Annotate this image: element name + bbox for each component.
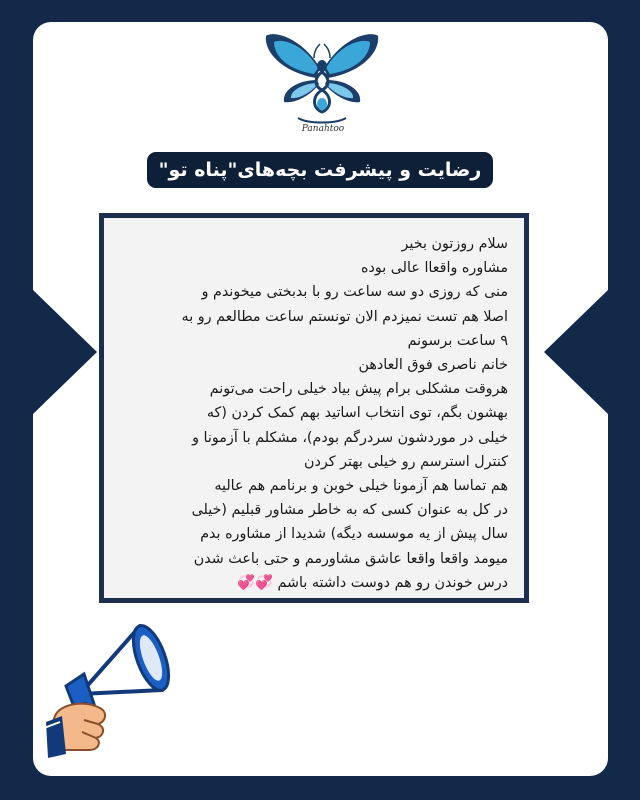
testimonial-line: میومد واقعا واقعا عاشق مشاورمم و حتی باعث شدن [193,550,508,567]
testimonial-line: سال پیش از یه موسسه دیگه) شدیدا از مشاوره بدم [200,526,508,543]
testimonial-line: هم تماسا هم آزمونا خیلی خوبن و برنامم هم عالیه [214,478,508,495]
brand-name: Panahtoo [301,124,345,134]
testimonial-line: بهشون بگم، توی انتخاب اساتید بهم کمک کردن (که [206,405,508,422]
hearts-emoji: 💞💞 [237,574,273,591]
testimonial-line: خیلی در موردشون سردرگم بودم)، مشکلم با آزمونا و [192,429,508,446]
page-title: رضایت و پیشرفت بچه‌های"پناه تو" [147,152,493,188]
testimonial-line: ۹ ساعت برسونم [407,332,508,349]
testimonial-line: هروقت مشکلی برام پیش بیاد خیلی راحت می‌تونم [209,381,508,398]
left-notch [33,290,97,414]
megaphone-icon [40,604,190,764]
testimonial-line: در کل به عنوان کسی که به خاطر مشاور قبلیم (خیلی [191,502,508,519]
testimonial-line: منی که روزی دو سه ساعت رو با بدبختی میخوندم و [201,284,508,301]
right-notch [544,290,608,414]
testimonial-line: اصلا هم تست نمیزدم الان تونستم ساعت مطالعم رو به [181,308,508,325]
testimonial-line: مشاوره واقعاا عالی بوده [360,260,508,277]
testimonial-last-text: درس خوندن رو هم دوست داشته باشم [277,574,508,591]
testimonial-line: خانم ناصری فوق العادهن [358,357,508,374]
testimonial-line: سلام روزتون بخیر [401,236,508,252]
testimonial-line: کنترل استرسم رو خیلی بهتر کردن [303,453,508,470]
testimonial-box [99,213,529,603]
testimonial-last-line [116,571,508,595]
